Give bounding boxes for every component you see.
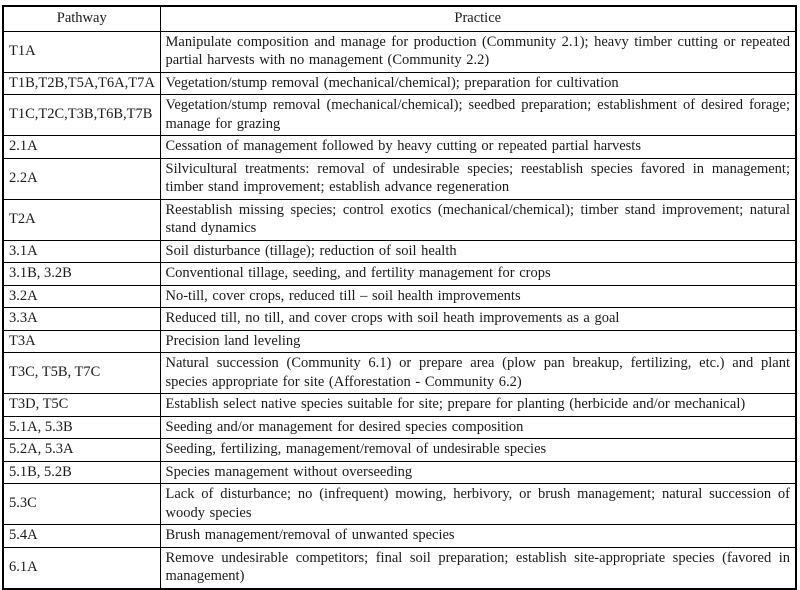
- practice-column-header: Practice: [160, 6, 796, 31]
- table-row: [3, 263, 796, 286]
- pathway-cell: 5.2A, 5.3A: [3, 439, 160, 462]
- table-row: [3, 416, 796, 439]
- pathway-cell: 6.1A: [3, 547, 160, 589]
- table-row: [3, 439, 796, 462]
- table-row: [3, 547, 796, 589]
- pathway-cell: 5.3C: [3, 484, 160, 525]
- table-row: [3, 330, 796, 353]
- pathway-cell: T3A: [3, 330, 160, 353]
- table-row: [3, 136, 796, 159]
- pathway-cell: T1A: [3, 31, 160, 72]
- pathway-cell: 5.1B, 5.2B: [3, 461, 160, 484]
- practice-cell: Conventional tillage, seeding, and fertility management for crops: [160, 263, 796, 286]
- practice-cell: Brush management/removal of unwanted species: [160, 525, 796, 548]
- practice-cell: Precision land leveling: [160, 330, 796, 353]
- practice-cell: No-till, cover crops, reduced till – soil health improvements: [160, 285, 796, 308]
- table-row: [3, 484, 796, 525]
- practice-cell: Soil disturbance (tillage); reduction of soil health: [160, 240, 796, 263]
- table-row: [3, 31, 796, 72]
- table-row: [3, 461, 796, 484]
- header-row: [3, 6, 796, 31]
- practice-cell: Seeding, fertilizing, management/removal of undesirable species: [160, 439, 796, 462]
- practice-cell: Vegetation/stump removal (mechanical/chemical); seedbed preparation; establishment of desired forage; manage for grazing: [160, 95, 796, 136]
- table-row: [3, 353, 796, 394]
- pathway-cell: 2.2A: [3, 158, 160, 199]
- practice-cell: Manipulate composition and manage for production (Community 2.1); heavy timber cutting or repeated partial harvests with no management (Community 2.2): [160, 31, 796, 72]
- practice-cell: Lack of disturbance; no (infrequent) mowing, herbivory, or brush management; natural succession of woody species: [160, 484, 796, 525]
- pathway-column-header: Pathway: [3, 6, 160, 31]
- practice-cell: Species management without overseeding: [160, 461, 796, 484]
- pathway-cell: 5.1A, 5.3B: [3, 416, 160, 439]
- table-row: [3, 158, 796, 199]
- pathway-cell: T1C,T2C,T3B,T6B,T7B: [3, 95, 160, 136]
- practice-cell: Establish select native species suitable for site; prepare for planting (herbicide and/or mechanical): [160, 394, 796, 417]
- practice-cell: Reestablish missing species; control exotics (mechanical/chemical); timber stand improvement; natural stand dynamics: [160, 199, 796, 240]
- pathway-cell: T3C, T5B, T7C: [3, 353, 160, 394]
- pathway-cell: 3.1B, 3.2B: [3, 263, 160, 286]
- pathway-cell: 3.1A: [3, 240, 160, 263]
- practice-cell: Reduced till, no till, and cover crops with soil heath improvements as a goal: [160, 308, 796, 331]
- table-row: [3, 199, 796, 240]
- practice-cell: Natural succession (Community 6.1) or prepare area (plow pan breakup, fertilizing, etc.) and plant species appropriate for site (Afforestation - Community 6.2): [160, 353, 796, 394]
- table-row: [3, 394, 796, 417]
- pathway-cell: 3.3A: [3, 308, 160, 331]
- table-row: [3, 308, 796, 331]
- practice-cell: Cessation of management followed by heavy cutting or repeated partial harvests: [160, 136, 796, 159]
- pathway-cell: T2A: [3, 199, 160, 240]
- pathway-cell: T3D, T5C: [3, 394, 160, 417]
- table-row: [3, 72, 796, 95]
- table-row: [3, 285, 796, 308]
- table-row: [3, 240, 796, 263]
- pathway-cell: T1B,T2B,T5A,T6A,T7A: [3, 72, 160, 95]
- pathway-cell: 2.1A: [3, 136, 160, 159]
- table-body: [3, 31, 796, 589]
- practice-cell: Vegetation/stump removal (mechanical/chemical); preparation for cultivation: [160, 72, 796, 95]
- practice-cell: Silvicultural treatments: removal of undesirable species; reestablish species favored in management; timber stand improvement; establish advance regeneration: [160, 158, 796, 199]
- pathway-cell: 3.2A: [3, 285, 160, 308]
- practice-cell: Seeding and/or management for desired species composition: [160, 416, 796, 439]
- pathway-practice-table: [2, 5, 797, 590]
- table-row: [3, 95, 796, 136]
- practice-cell: Remove undesirable competitors; final soil preparation; establish site-appropriate species (favored in management): [160, 547, 796, 589]
- table-header: [3, 6, 796, 31]
- table-row: [3, 525, 796, 548]
- pathway-cell: 5.4A: [3, 525, 160, 548]
